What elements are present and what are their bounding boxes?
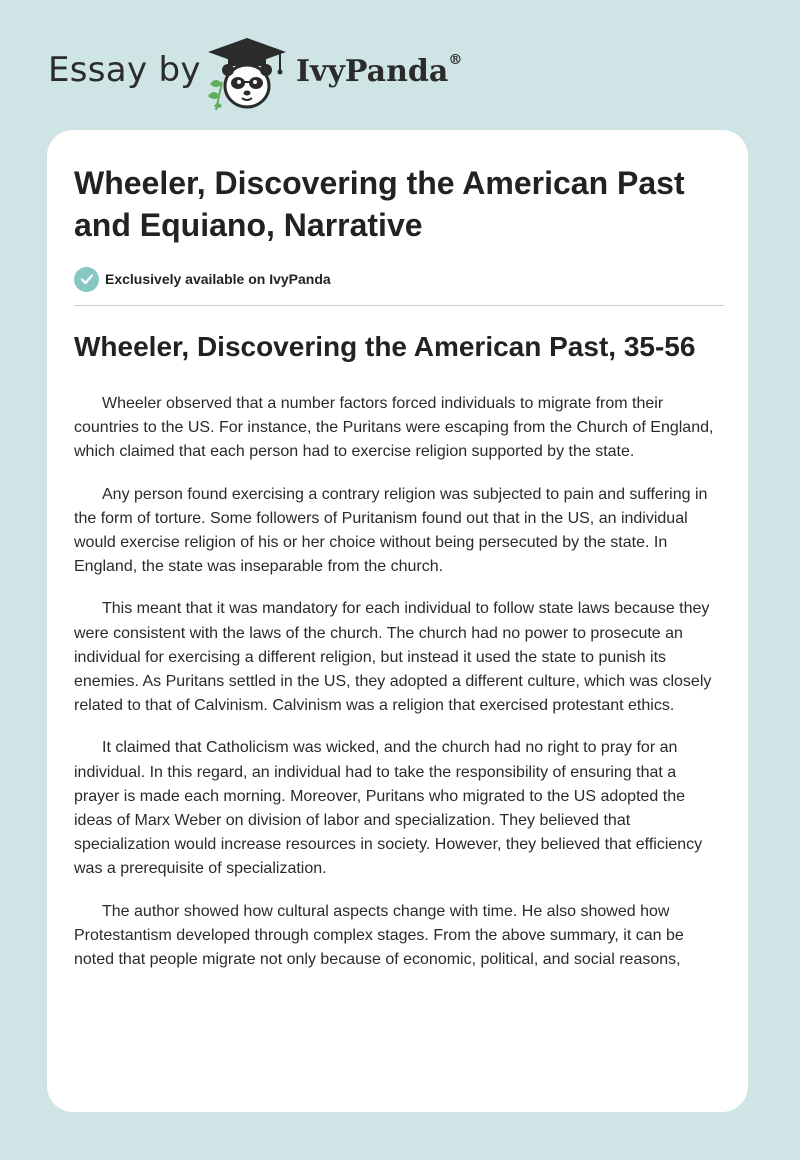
brand-name[interactable]: [296, 54, 462, 89]
article-body: [74, 392, 724, 972]
article-content: [74, 162, 724, 990]
article-title: Wheeler, Discovering the American Past and Equiano, Narrative: [74, 165, 685, 243]
checkmark-icon: [74, 267, 99, 292]
site-header: [48, 36, 752, 116]
paragraph: The author showed how cultural aspects change with time. He also showed how Protestantism developed through complex stages. From the above summary, it can be noted that people migrate not only because of economic, political, and social reasons,: [74, 902, 684, 969]
brand-text: IvyPanda: [296, 54, 449, 89]
panda-graduate-logo-icon[interactable]: [202, 36, 292, 112]
divider: [74, 305, 724, 306]
article-card: [47, 130, 748, 1112]
paragraph: Wheeler observed that a number factors forced individuals to migrate from their countries to the US. For instance, the Puritans were escaping from the Church of England, which claimed that each person had to exercise religion supported by the state.: [74, 395, 714, 461]
section-heading: Wheeler, Discovering the American Past, 35-56: [74, 331, 696, 362]
paragraph: This meant that it was mandatory for each individual to follow state laws because they were consistent with the laws of the church. The church had no power to prosecute an individual for exercising a different religion, but instead it used the state to punish its enemies. As Puritans settled in the US, they adopted a different culture, which was closely related to that of Calvinism. Calvinism was a religion that exercised protestant ethics.: [74, 600, 712, 715]
exclusive-badge: [74, 266, 724, 292]
paragraph: Any person found exercising a contrary religion was subjected to pain and suffering in the form of torture. Some followers of Puritanism found out that in the US, an individual would exercise religion of his or her choice without being persecuted by the state. In England, the state was inseparable from the church.: [74, 485, 708, 576]
essay-by-label: Essay by: [48, 50, 201, 90]
registered-mark: ®: [448, 52, 463, 68]
exclusive-badge-text: Exclusively available on IvyPanda: [105, 271, 331, 287]
paragraph: It claimed that Catholicism was wicked, and the church had no right to pray for an individual. In this regard, an individual had to take the responsibility of ensuring that a prayer is made each morning. Moreover, Puritans who migrated to the US adopted the ideas of Marx Weber on division of labor and specialization. They believed that specialization would increase resources in society. However, they believed that efficiency was a prerequisite of specialization.: [74, 739, 703, 878]
